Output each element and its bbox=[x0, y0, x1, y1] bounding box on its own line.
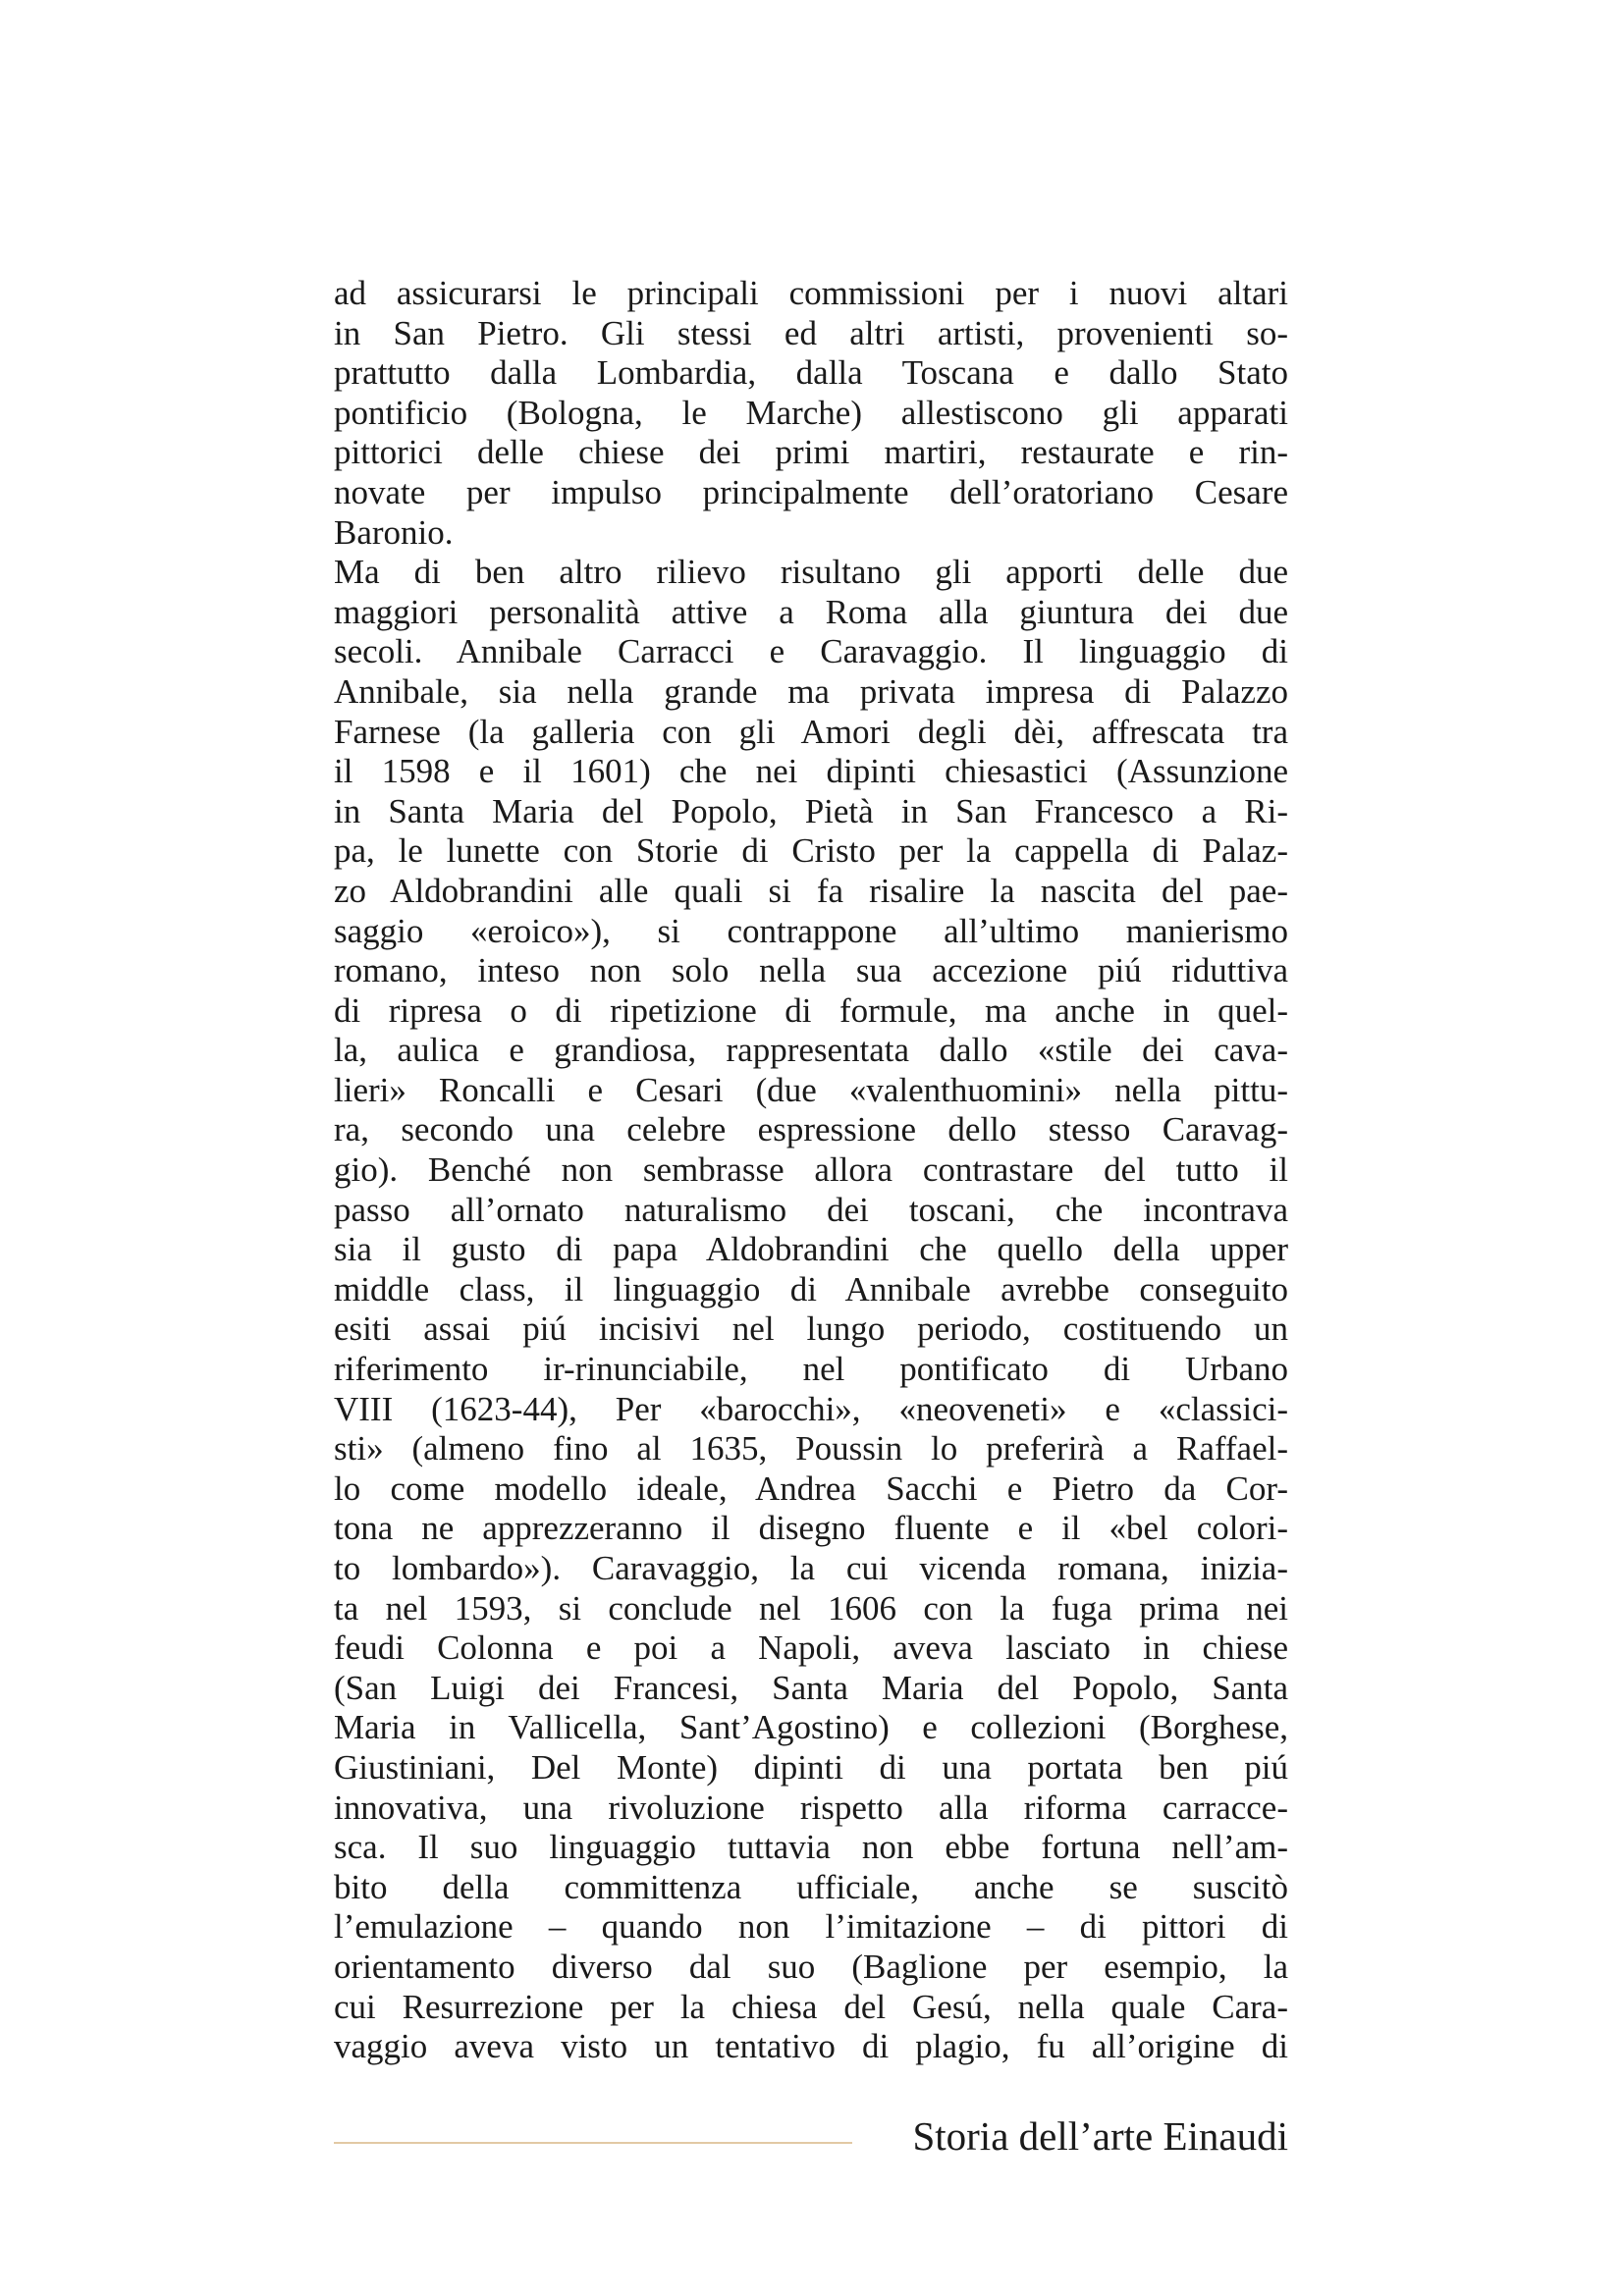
text-line: (San Luigi dei Francesi, Santa Maria del Popolo, Santa bbox=[334, 1668, 1288, 1707]
text-line: Annibale, sia nella grande ma privata impresa di Palazzo bbox=[334, 671, 1288, 711]
text-line: di ripresa o di ripetizione di formule, ma anche in quel- bbox=[334, 990, 1288, 1030]
text-line: bito della committenza ufficiale, anche se suscitò bbox=[334, 1867, 1288, 1906]
page-footer bbox=[334, 2107, 1288, 2165]
text-line: VIII (1623-44), Per «barocchi», «neoveneti» e «classici- bbox=[334, 1389, 1288, 1428]
text-line: riferimento ir-rinunciabile, nel pontificato di Urbano bbox=[334, 1350, 1288, 1389]
text-line: Baronio. bbox=[334, 512, 454, 552]
text-line: vaggio aveva visto un tentativo di plagio, fu all’origine di bbox=[334, 2027, 1288, 2066]
body-text bbox=[334, 274, 1288, 2067]
text-line: Farnese (la galleria con gli Amori degli dèi, affrescata tra bbox=[334, 712, 1288, 751]
text-line: pittorici delle chiese dei primi martiri, restaurate e rin- bbox=[334, 433, 1288, 472]
text-line: gio). Benché non sembrasse allora contrastare del tutto il bbox=[334, 1150, 1288, 1190]
text-line: Maria in Vallicella, Sant’Agostino) e collezioni (Borghese, bbox=[334, 1708, 1288, 1747]
text-line: in Santa Maria del Popolo, Pietà in San Francesco a Ri- bbox=[334, 791, 1288, 830]
text-line: romano, inteso non solo nella sua accezione piú riduttiva bbox=[334, 951, 1288, 990]
text-line: il 1598 e il 1601) che nei dipinti chiesastici (Assunzione bbox=[334, 752, 1288, 791]
text-line: innovativa, una rivoluzione rispetto alla riforma carracce- bbox=[334, 1788, 1288, 1827]
text-line: ra, secondo una celebre espressione dello stesso Caravag- bbox=[334, 1110, 1288, 1149]
text-line: l’emulazione – quando non l’imitazione – di pittori di bbox=[334, 1907, 1288, 1947]
text-line: prattutto dalla Lombardia, dalla Toscana e dallo Stato bbox=[334, 353, 1288, 393]
text-line: Ma di ben altro rilievo risultano gli apporti delle due bbox=[334, 553, 1288, 592]
text-line: pontificio (Bologna, le Marche) allestiscono gli apparati bbox=[334, 393, 1288, 432]
text-line: cui Resurrezione per la chiesa del Gesú, nella quale Cara- bbox=[334, 1987, 1288, 2026]
text-line: lieri» Roncalli e Cesari (due «valenthuomini» nella pittu- bbox=[334, 1070, 1288, 1109]
text-line: la, aulica e grandiosa, rappresentata dallo «stile dei cava- bbox=[334, 1031, 1288, 1070]
footer-title: Storia dell’arte Einaudi bbox=[912, 2113, 1288, 2159]
text-line: feudi Colonna e poi a Napoli, aveva lasciato in chiese bbox=[334, 1629, 1288, 1668]
text-line: lo come modello ideale, Andrea Sacchi e Pietro da Cor- bbox=[334, 1468, 1288, 1508]
text-line: tona ne apprezzeranno il disegno fluente e il «bel colori- bbox=[334, 1509, 1288, 1548]
text-line: sia il gusto di papa Aldobrandini che quello della upper bbox=[334, 1230, 1288, 1269]
text-line: to lombardo»). Caravaggio, la cui vicenda romana, inizia- bbox=[334, 1549, 1288, 1587]
text-line: Giustiniani, Del Monte) dipinti di una portata ben piú bbox=[334, 1747, 1288, 1787]
text-line: passo all’ornato naturalismo dei toscani, che incontrava bbox=[334, 1190, 1288, 1229]
text-line: orientamento diverso dal suo (Baglione per esempio, la bbox=[334, 1947, 1288, 1986]
text-line: maggiori personalità attive a Roma alla giuntura dei due bbox=[334, 592, 1288, 631]
text-line: sca. Il suo linguaggio tuttavia non ebbe fortuna nell’am- bbox=[334, 1828, 1288, 1867]
text-line: saggio «eroico»), si contrappone all’ultimo manierismo bbox=[334, 911, 1288, 950]
text-line: ta nel 1593, si conclude nel 1606 con la fuga prima nei bbox=[334, 1588, 1288, 1628]
text-line: zo Aldobrandini alle quali si fa risalire la nascita del pae- bbox=[334, 871, 1288, 910]
text-line: esiti assai piú incisivi nel lungo periodo, costituendo un bbox=[334, 1309, 1288, 1349]
text-line: pa, le lunette con Storie di Cristo per la cappella di Palaz- bbox=[334, 831, 1288, 871]
text-line: in San Pietro. Gli stessi ed altri artisti, provenienti so- bbox=[334, 313, 1288, 352]
text-line: novate per impulso principalmente dell’oratoriano Cesare bbox=[334, 472, 1288, 511]
text-line: ad assicurarsi le principali commissioni per i nuovi altari bbox=[334, 274, 1288, 312]
footer-rule bbox=[334, 2142, 852, 2144]
text-line: sti» (almeno fino al 1635, Poussin lo preferirà a Raffael- bbox=[334, 1429, 1288, 1468]
text-line: middle class, il linguaggio di Annibale avrebbe conseguito bbox=[334, 1269, 1288, 1308]
text-line: secoli. Annibale Carracci e Caravaggio. Il linguaggio di bbox=[334, 632, 1288, 671]
